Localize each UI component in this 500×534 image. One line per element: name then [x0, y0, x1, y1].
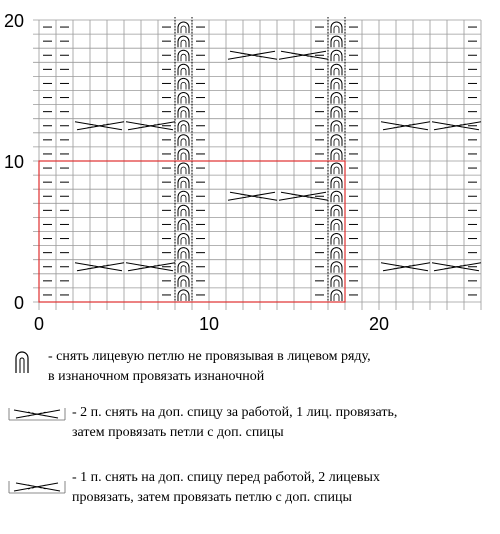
slip-stitch-mark — [178, 191, 189, 202]
slip-stitch-inner — [181, 40, 186, 47]
slip-stitch-inner — [181, 111, 186, 118]
slip-stitch-mark — [178, 64, 189, 75]
slip-stitch-mark — [178, 149, 189, 160]
slip-stitch-mark — [178, 50, 189, 61]
slip-stitch-mark — [178, 262, 189, 273]
slip-stitch-inner — [334, 252, 339, 259]
slip-stitch-inner — [181, 223, 186, 230]
slip-stitch-inner — [334, 26, 339, 33]
slip-stitch-inner — [334, 238, 339, 245]
slip-stitch-inner — [181, 97, 186, 104]
slip-stitch-inner — [334, 97, 339, 104]
slip-stitch-mark — [331, 107, 342, 118]
slip-stitch-mark — [178, 121, 189, 132]
slip-stitch-mark — [331, 248, 342, 259]
slip-stitch-inner — [334, 266, 339, 273]
cable-cross-back — [75, 122, 124, 130]
slip-stitch-mark — [178, 219, 189, 230]
y-tick-label: 0 — [13, 293, 24, 313]
slip-stitch-inner — [334, 153, 339, 160]
slip-stitch-inner — [334, 40, 339, 47]
slip-stitch-inner — [334, 82, 339, 89]
slip-stitch-mark — [331, 78, 342, 89]
slip-stitch-mark — [331, 50, 342, 61]
slip-stitch-mark — [178, 234, 189, 245]
slip-stitch-mark — [178, 36, 189, 47]
y-tick-label: 10 — [3, 152, 24, 172]
slip-stitch-inner — [334, 139, 339, 146]
legend-item-slip — [0, 345, 500, 405]
slip-stitch-mark — [331, 163, 342, 174]
slip-stitch-mark — [331, 177, 342, 188]
cable-cross-front — [228, 51, 277, 59]
slip-stitch-mark — [178, 107, 189, 118]
slip-stitch-inner — [181, 252, 186, 259]
cable-cross-front-icon — [8, 480, 66, 494]
x-tick-label: 0 — [33, 314, 45, 334]
slip-stitch-inner — [334, 223, 339, 230]
slip-stitch-inner — [334, 181, 339, 188]
legend-text-slip: - снять лицевую петлю не провязывая в лицевом ряду, в изнаночном провязать изнаночной — [48, 349, 371, 384]
slip-stitch-inner — [334, 111, 339, 118]
slip-stitch-icon — [12, 349, 32, 375]
slip-stitch-inner — [334, 54, 339, 61]
slip-stitch-inner — [181, 139, 186, 146]
slip-stitch-inner — [181, 125, 186, 132]
cable-cross-back — [75, 263, 124, 271]
slip-stitch-mark — [178, 205, 189, 216]
slip-stitch-mark — [331, 234, 342, 245]
x-tick-label: 10 — [198, 314, 220, 334]
slip-stitch-inner — [334, 280, 339, 287]
slip-stitch-inner — [181, 54, 186, 61]
slip-stitch-mark — [331, 93, 342, 104]
slip-stitch-mark — [331, 64, 342, 75]
slip-stitch-mark — [178, 163, 189, 174]
slip-stitch-mark — [178, 93, 189, 104]
legend-item-cable-back — [0, 401, 500, 461]
slip-stitch-inner — [181, 266, 186, 273]
slip-stitch-mark — [331, 121, 342, 132]
slip-stitch-mark — [178, 78, 189, 89]
slip-stitch-mark — [178, 135, 189, 146]
slip-stitch-mark — [331, 149, 342, 160]
slip-stitch-inner — [181, 280, 186, 287]
slip-stitch-inner — [334, 195, 339, 202]
slip-stitch-mark — [178, 276, 189, 287]
cable-cross-front — [228, 192, 277, 200]
slip-stitch-inner — [181, 153, 186, 160]
slip-stitch-mark — [331, 22, 342, 33]
slip-stitch-mark — [331, 276, 342, 287]
legend-text-cable-back: - 2 п. снять на доп. спицу за работой, 1 лиц. провязать, затем провязать петли с доп. спицы — [72, 405, 398, 440]
slip-stitch-mark — [178, 22, 189, 33]
slip-stitch-inner — [181, 82, 186, 89]
slip-stitch-mark — [331, 191, 342, 202]
slip-stitch-inner — [181, 294, 186, 301]
slip-stitch-inner — [181, 181, 186, 188]
slip-stitch-inner — [181, 68, 186, 75]
slip-stitch-inner — [334, 209, 339, 216]
slip-stitch-inner — [181, 167, 186, 174]
slip-stitch-inner — [334, 125, 339, 132]
slip-stitch-mark — [178, 290, 189, 301]
slip-stitch-mark — [331, 205, 342, 216]
cable-cross-back — [381, 263, 430, 271]
slip-stitch-inner — [181, 238, 186, 245]
x-tick-label: 20 — [368, 314, 390, 334]
slip-stitch-inner — [181, 209, 186, 216]
cable-cross-back — [381, 122, 430, 130]
slip-stitch-mark — [331, 135, 342, 146]
legend-item-cable-front — [0, 466, 500, 526]
slip-stitch-inner — [181, 195, 186, 202]
slip-stitch-mark — [178, 177, 189, 188]
slip-stitch-mark — [331, 219, 342, 230]
slip-stitch-mark — [331, 290, 342, 301]
slip-stitch-inner — [181, 26, 186, 33]
slip-stitch-mark — [331, 262, 342, 273]
legend-text-cable-front: - 1 п. снять на доп. спицу перед работой, 2 лицевых провязать, затем провязать петлю с доп. спицы — [72, 470, 380, 505]
slip-stitch-inner — [334, 167, 339, 174]
slip-stitch-inner — [334, 294, 339, 301]
cable-cross-back-icon — [8, 407, 66, 421]
y-tick-label: 20 — [3, 11, 24, 31]
slip-stitch-mark — [331, 36, 342, 47]
slip-stitch-inner — [334, 68, 339, 75]
slip-stitch-mark — [178, 248, 189, 259]
